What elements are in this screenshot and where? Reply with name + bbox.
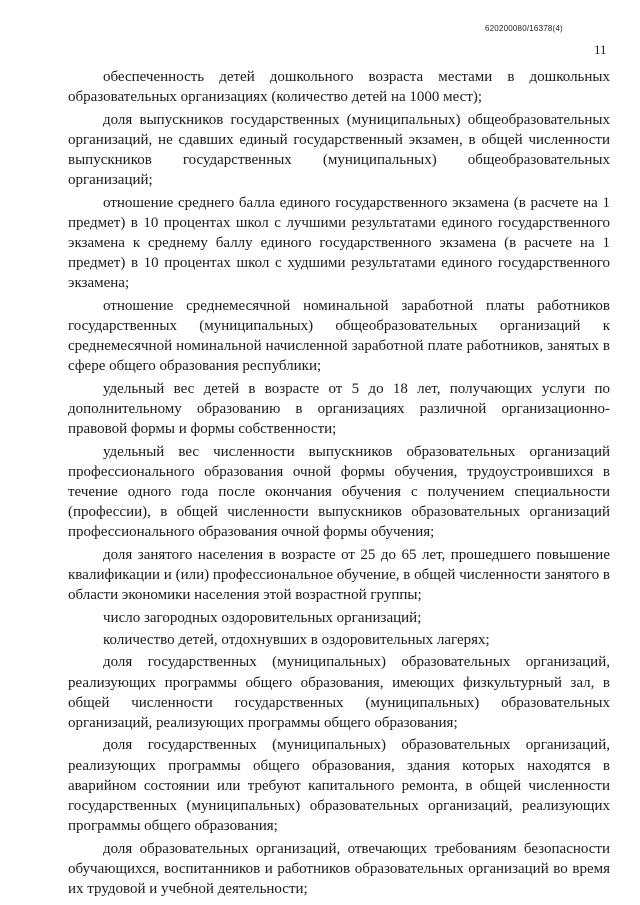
paragraph: доля образовательных организаций, отвечающих требованиям безопасности обучающихся, воспитанников и работников образовательных организаций во время их трудовой и учебной деятельности; [68, 840, 610, 897]
document-body [68, 67, 610, 901]
document-code: 620200080/16378(4) [485, 24, 563, 33]
paragraph: удельный вес численности выпускников образовательных организаций профессионального образования очной формы обучения, трудоустроившихся в течение одного года после окончания обучения с получением специальности (профессии), в общей численности выпускников образовательных организаций профессионального образования очной формы обучения; [68, 443, 610, 541]
paragraph: доля выпускников государственных (муниципальных) общеобразовательных организаций, не сдавших единый государственный экзамен, в общей численности выпускников государственных (муниципальных) общеобразовательных организаций; [68, 111, 610, 189]
paragraph: доля государственных (муниципальных) образовательных организаций, реализующих программы общего образования, имеющих физкультурный зал, в общей численности государственных (муниципальных) образовательных организаций, реализующих программы общего образования; [68, 654, 610, 731]
paragraph: доля занятого населения в возрасте от 25 до 65 лет, прошедшего повышение квалификации и (или) профессиональное обучение, в общей численности занятого в области экономики населения этой возрастной группы; [68, 546, 610, 604]
paragraph: обеспеченность детей дошкольного возраста местами в дошкольных образовательных организациях (количество детей на 1000 мест); [68, 69, 610, 106]
paragraph: количество детей, отдохнувших в оздоровительных лагерях; [103, 631, 490, 648]
paragraph: удельный вес детей в возрасте от 5 до 18 лет, получающих услуги по дополнительному образованию в организациях различной организационно-правовой формы и формы собственности; [68, 380, 610, 438]
paragraph: отношение среднемесячной номинальной заработной платы работников государственных (муниципальных) общеобразовательных организаций к среднемесячной номинальной начисленной заработной плате работников, занятых в сфере общего образования республики; [68, 297, 610, 375]
paragraph: число загородных оздоровительных организаций; [103, 609, 422, 626]
paragraph: доля государственных (муниципальных) образовательных организаций, реализующих программы общего образования, здания которых находятся в аварийном состоянии или требуют капитального ремонта, в общей численности государственных (муниципальных) образовательных организаций, реализующих программы общего образования; [68, 737, 610, 835]
page-number: 11 [594, 42, 607, 57]
paragraph: отношение среднего балла единого государственного экзамена (в расчете на 1 предмет) в 10 процентах школ с лучшими результатами единого государственного экзамена к среднему баллу единого государственного экзамена (в расчете на 1 предмет) в 10 процентах школ с худшими результатами единого государственного экзамена; [68, 194, 610, 292]
